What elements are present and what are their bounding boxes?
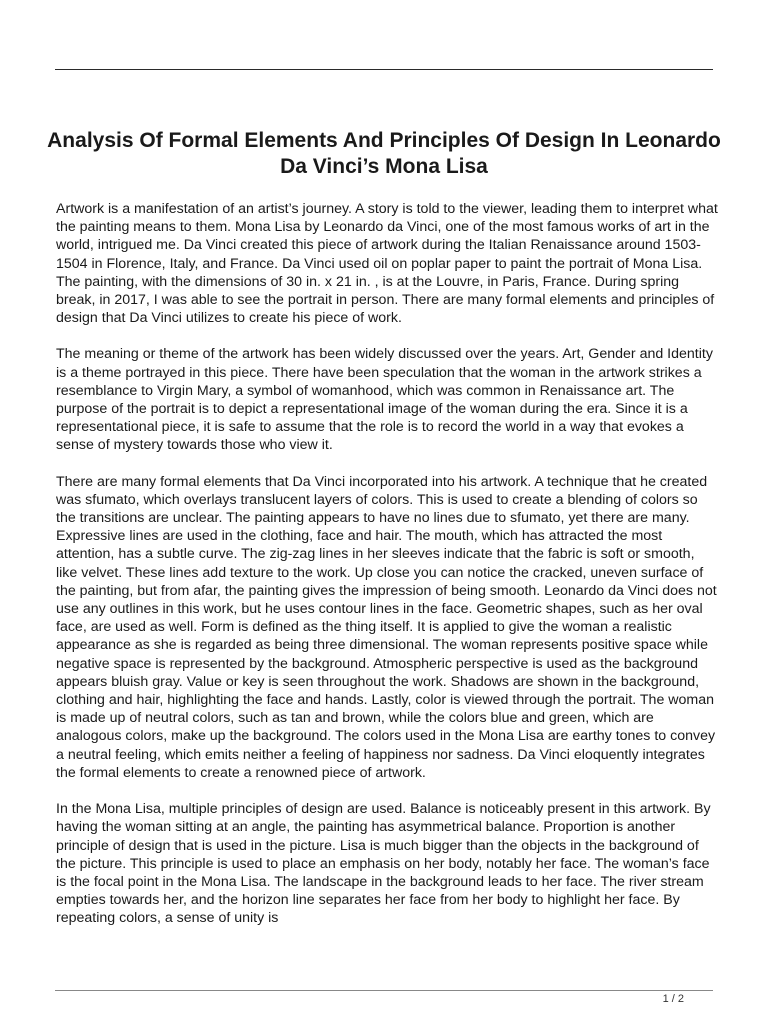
header-divider — [55, 69, 713, 70]
paragraph-theme: The meaning or theme of the artwork has been widely discussed over the years. Art, Gender and Identity is a theme portrayed in this piece. There have been speculation that the woman in the artwork strikes a resemblance to Virgin Mary, a symbol of womanhood, which was common in Renaissance art. The purpose of the portrait is to depict a representational image of the woman during the era. Since it is a representational piece, it is safe to assume that the role is to record the world in a way that evokes a sense of mystery towards those who view it. — [56, 346, 713, 454]
paragraph-formal-elements: There are many formal elements that Da Vinci incorporated into his artwork. A technique that he created was sfumato, which overlays translucent layers of colors. This is used to create a blending of colors so the transitions are unclear. The painting appears to have no lines due to sfumato, yet there are many. Expressive lines are used in the clothing, face and hair. The mouth, which has attracted the most attention, has a subtle curve. The zig-zag lines in her sleeves indicate that the fabric is soft or smooth, like velvet. These lines add texture to the work. Up close you can notice the cracked, uneven surface of the painting, but from afar, the painting gives the impression of being smooth. Leonardo da Vinci does not use any outlines in this work, but he uses contour lines in the face. Geometric shapes, such as her oval face, are used as well. Form is defined as the thing itself. It is applied to give the woman a realistic appearance as she is regarded as being three dimensional. The woman represents positive space while negative space is represented by the background. Atmospheric perspective is used as the background appears bluish gray. Value or key is seen throughout the work. Shadows are shown in the background, clothing and hair, highlighting the face and hands. Lastly, color is viewed through the portrait. The woman is made up of neutral colors, such as tan and brown, while the colors blue and green, which are analogous colors, make up the background. The colors used in the Mona Lisa are earthy tones to convey a neutral feeling, which emits neither a feeling of happiness nor sadness. Da Vinci eloquently integrates the formal elements to create a renowned piece of artwork. — [56, 473, 717, 781]
document-title: Analysis Of Formal Elements And Principles Of Design In Leonardo Da Vinci’s Mona Lisa — [47, 129, 721, 178]
document-body — [56, 200, 718, 946]
footer-divider — [55, 990, 713, 991]
page-number: 1 / 2 — [662, 993, 684, 1005]
paragraph-principles: In the Mona Lisa, multiple principles of design are used. Balance is noticeably present in this artwork. By having the woman sitting at an angle, the painting has asymmetrical balance. Proportion is another principle of design that is used in the picture. Lisa is much bigger than the objects in the background of the picture. This principle is used to place an emphasis on her body, notably her face. The woman’s face is the focal point in the Mona Lisa. The landscape in the background leads to her face. The river stream empties towards her, and the horizon line separates her face from her body to highlight her face. By repeating colors, a sense of unity is — [56, 801, 711, 927]
paragraph-intro: Artwork is a manifestation of an artist’s journey. A story is told to the viewer, leading them to interpret what the painting means to them. Mona Lisa by Leonardo da Vinci, one of the most famous works of art in the world, intrigued me. Da Vinci created this piece of artwork during the Italian Renaissance around 1503-1504 in Florence, Italy, and France. Da Vinci used oil on poplar paper to paint the portrait of Mona Lisa. The painting, with the dimensions of 30 in. x 21 in. , is at the Louvre, in Paris, France. During spring break, in 2017, I was able to see the portrait in person. There are many formal elements and principles of design that Da Vinci utilizes to create his piece of work. — [56, 201, 718, 327]
